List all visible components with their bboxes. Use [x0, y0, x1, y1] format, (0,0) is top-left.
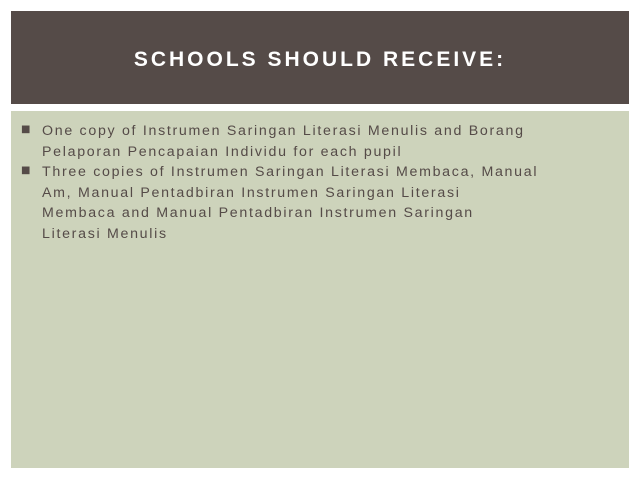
bullet-list	[11, 111, 629, 244]
bullet-item	[21, 162, 605, 244]
bullet-text	[42, 162, 538, 244]
bullet-line: One copy of Instrumen Saringan Literasi Menulis and Borang	[42, 123, 525, 139]
bullet-line: Am, Manual Pentadbiran Instrumen Saringan Literasi	[42, 184, 461, 201]
bullet-item	[21, 121, 605, 162]
bullet-line: Membaca and Manual Pentadbiran Instrumen Saringan	[42, 205, 474, 221]
bullet-line: Pelaporan Pencapaian Individu for each pupil	[42, 143, 403, 160]
bullet-text	[42, 121, 525, 162]
slide-title: SCHOOLS SHOULD RECEIVE:	[133, 47, 507, 71]
square-bullet-icon: ■	[21, 165, 31, 176]
bullet-line: Literasi Menulis	[42, 225, 168, 242]
content-area	[11, 111, 629, 468]
square-bullet-icon: ■	[21, 124, 31, 135]
bullet-line: Three copies of Instrumen Saringan Literasi Membaca, Manual	[42, 164, 539, 180]
title-bar	[11, 11, 629, 104]
